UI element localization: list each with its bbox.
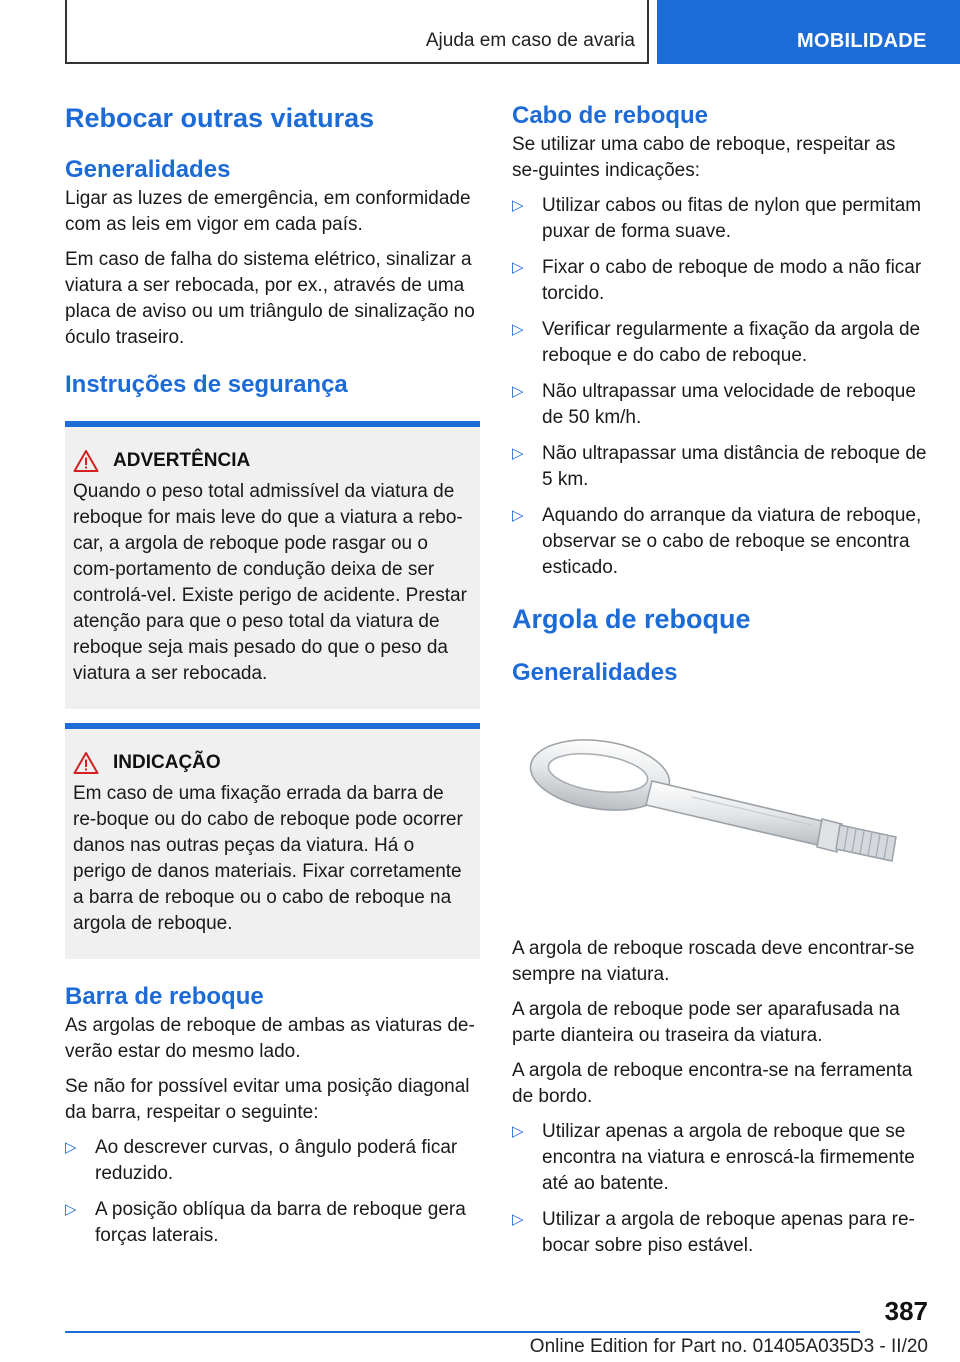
list-item: ▷ Utilizar a argola de reboque apenas para re-bocar sobre piso estável. (512, 1209, 915, 1256)
list-item: ▷ Aquando do arranque da viatura de reboque, observar se o cabo de reboque se encontra esticado. (512, 505, 922, 578)
list-item: ▷ Não ultrapassar uma velocidade de reboque de 50 km/h. (512, 381, 916, 428)
section-title-rebocar: Rebocar outras viaturas (65, 103, 375, 133)
bullet-list (512, 193, 927, 581)
triangle-right-icon: ▷ (512, 1211, 524, 1228)
triangle-right-icon: ▷ (65, 1201, 77, 1218)
paragraph: As argolas de reboque de ambas as viaturas de-verão estar do mesmo lado. (65, 1015, 475, 1062)
list-item: ▷ Verificar regularmente a fixação da argola de reboque e do cabo de reboque. (512, 319, 921, 366)
paragraph: Se não for possível evitar uma posição diagonal da barra, respeitar o seguinte: (65, 1076, 470, 1123)
page-number: 387 (884, 1296, 928, 1326)
list-item: ▷ A posição oblíqua da barra de reboque gera forças laterais. (65, 1199, 466, 1246)
heading-seguranca: Instruções de segurança (65, 371, 348, 398)
paragraph: Em caso de falha do sistema elétrico, sinalizar a viatura a ser rebocada, por ex., através de uma placa de aviso ou um triângulo de sinalização no óculo traseiro. (65, 249, 475, 348)
section-title-argola: Argola de reboque (512, 604, 751, 634)
right-column (512, 100, 927, 1269)
paragraph: A argola de reboque pode ser aparafusada na parte dianteira ou traseira da viatura. (512, 999, 900, 1046)
list-item: ▷ Fixar o cabo de reboque de modo a não ficar torcido. (512, 257, 922, 304)
note-box (65, 723, 480, 959)
paragraph: Ligar as luzes de emergência, em conformidade com as leis em vigor em cada país. (65, 188, 471, 235)
warning-title: ADVERTÊNCIA (113, 450, 251, 471)
warning-triangle-icon (73, 449, 99, 473)
paragraph: A argola de reboque roscada deve encontrar-se sempre na viatura. (512, 938, 915, 985)
triangle-right-icon: ▷ (512, 507, 524, 524)
note-text: Em caso de uma fixação errada da barra de re-boque ou do cabo de reboque pode ocorrer danos nas outras peças da viatura. Há o perigo de danos materiais. Fixar corretamente a barra de reboque ou o cabo de reboque na argola de reboque. (73, 783, 463, 934)
tow-hook-illustration (512, 701, 912, 921)
heading-cabo: Cabo de reboque (512, 102, 709, 129)
list-item: ▷ Ao descrever curvas, o ângulo poderá ficar reduzido. (65, 1137, 458, 1184)
list-item: ▷ Não ultrapassar uma distância de reboque de 5 km. (512, 443, 927, 490)
warning-title-row (73, 449, 472, 473)
triangle-right-icon: ▷ (512, 445, 524, 462)
note-title: INDICAÇÃO (113, 752, 221, 773)
paragraph: A argola de reboque encontra-se na ferramenta de bordo. (512, 1060, 913, 1107)
triangle-right-icon: ▷ (512, 197, 524, 214)
warning-box (65, 421, 480, 709)
triangle-right-icon: ▷ (512, 1123, 524, 1140)
triangle-right-icon: ▷ (512, 321, 524, 338)
warning-triangle-icon (73, 751, 99, 775)
header-section-title: Ajuda em caso de avaria (425, 30, 635, 51)
left-column (65, 100, 480, 1259)
header-chapter-title: MOBILIDADE (797, 30, 927, 52)
triangle-right-icon: ▷ (65, 1139, 77, 1156)
list-item: ▷ Utilizar cabos ou fitas de nylon que permitam puxar de forma suave. (512, 195, 922, 242)
warning-text: Quando o peso total admissível da viatura de reboque for mais leve do que a viatura a rebo-car, a argola de reboque pode rasgar ou o com-portamento de condução deixa de ser controlá-vel. Existe perigo de acidente. Prestar atenção para que o peso total da viatura de reboque seja mais pesado do que o peso da viatura a ser rebocada. (73, 481, 467, 684)
header-section-tab (65, 0, 649, 64)
list-item: ▷ Utilizar apenas a argola de reboque que se encontra na viatura e enroscá-la firmemente até ao batente. (512, 1121, 915, 1194)
heading-generalidades: Generalidades (65, 156, 231, 183)
paragraph: Se utilizar uma cabo de reboque, respeitar as se-guintes indicações: (512, 134, 896, 181)
bullet-list (512, 1119, 927, 1259)
header-chapter-tab (657, 0, 960, 64)
footer-rule (65, 1331, 860, 1333)
edition-note: Online Edition for Part no. 01405A035D3 - II/20 (529, 1336, 928, 1357)
note-title-row (73, 751, 472, 775)
triangle-right-icon: ▷ (512, 259, 524, 276)
heading-generalidades-argola: Generalidades (512, 659, 678, 686)
triangle-right-icon: ▷ (512, 383, 524, 400)
heading-barra: Barra de reboque (65, 983, 264, 1010)
bullet-list (65, 1135, 480, 1249)
